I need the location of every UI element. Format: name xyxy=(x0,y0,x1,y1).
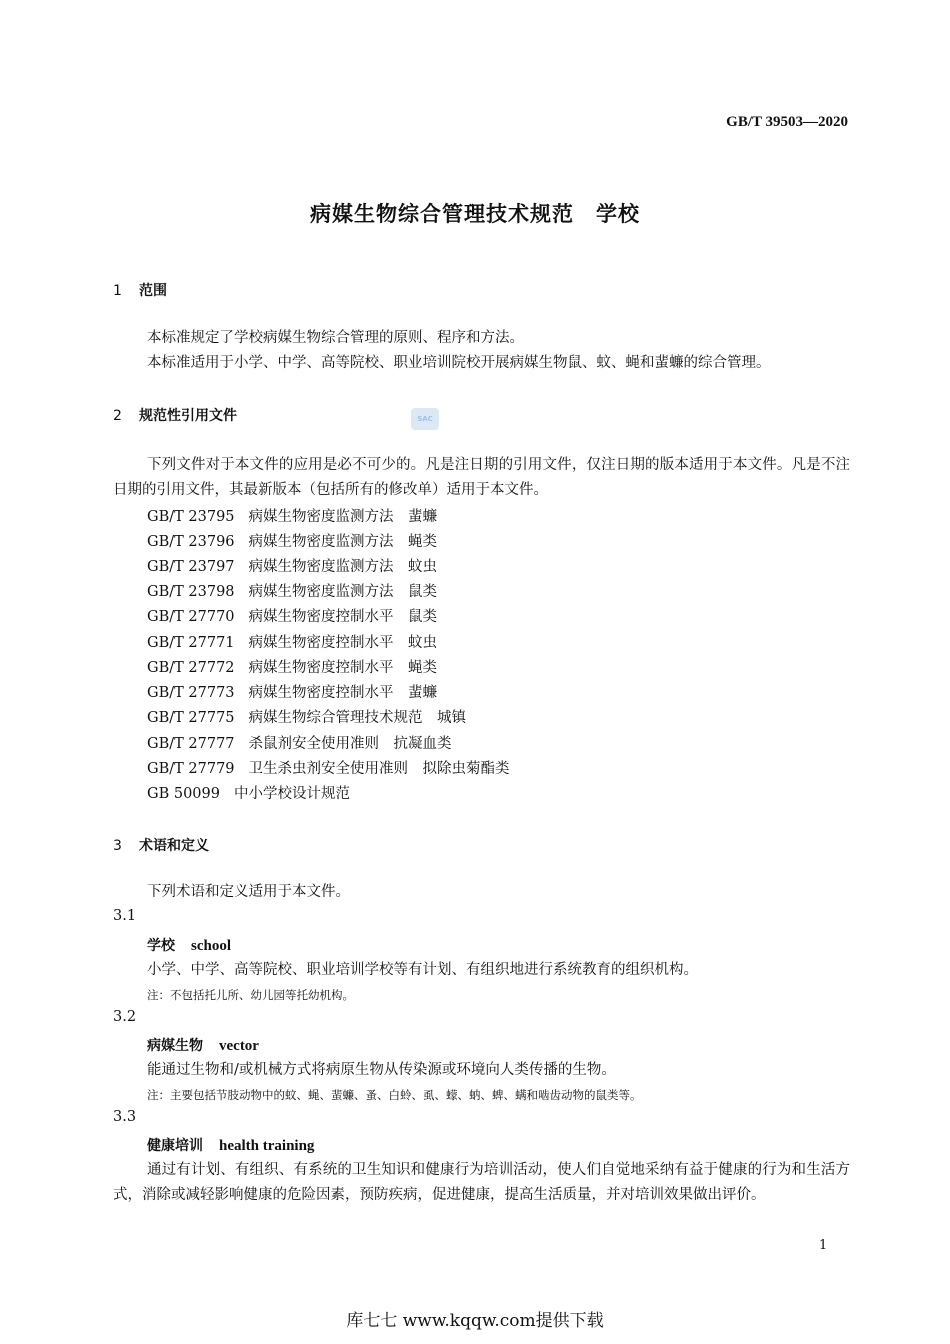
term-cn: 学校 xyxy=(147,938,175,954)
section-2-intro: 下列文件对于本文件的应用是必不可少的。凡是注日期的引用文件，仅注日期的版本适用于本文件。凡是不注日期的引用文件，其最新版本（包括所有的修改单）适用于本文件。 xyxy=(113,457,850,498)
reference-title: 病媒生物密度监测方法 鼠类 xyxy=(248,584,438,600)
reference-item xyxy=(147,605,437,626)
reference-item xyxy=(147,555,437,576)
reference-title: 病媒生物密度控制水平 蝇类 xyxy=(248,660,438,676)
reference-title: 病媒生物密度控制水平 蜚蠊 xyxy=(248,685,438,701)
download-footer: 库七七 www.kqqw.com提供下载 xyxy=(346,1311,604,1331)
term-heading xyxy=(147,1135,314,1155)
reference-title: 病媒生物密度监测方法 蜚蠊 xyxy=(248,509,438,525)
paragraph: 本标准规定了学校病媒生物综合管理的原则、程序和方法。 xyxy=(147,330,524,346)
reference-item xyxy=(147,530,437,551)
term-heading xyxy=(147,935,231,955)
reference-code: GB/T 27771 xyxy=(147,635,235,651)
reference-item xyxy=(147,706,466,727)
reference-item xyxy=(147,580,437,601)
reference-code: GB/T 27775 xyxy=(147,710,235,726)
section-title: 术语和定义 xyxy=(139,838,209,854)
reference-code: GB/T 27772 xyxy=(147,660,235,676)
paragraph: 本标准适用于小学、中学、高等院校、职业培训院校开展病媒生物鼠、蚊、蝇和蜚蠊的综合管理。 xyxy=(147,355,771,371)
standard-number: GB/T 39503—2020 xyxy=(726,114,848,130)
section-title: 范围 xyxy=(139,283,167,299)
term-definition: 小学、中学、高等院校、职业培训学校等有计划、有组织地进行系统教育的组织机构。 xyxy=(147,962,698,978)
section-3-heading xyxy=(113,835,209,855)
reference-item xyxy=(147,757,510,778)
reference-item xyxy=(147,505,437,526)
reference-code: GB/T 27779 xyxy=(147,761,235,777)
term-number: 3.1 xyxy=(113,908,137,924)
reference-code: GB/T 23798 xyxy=(147,584,235,600)
reference-code: GB/T 27770 xyxy=(147,609,235,625)
page-number: 1 xyxy=(819,1238,828,1253)
section-3-intro: 下列术语和定义适用于本文件。 xyxy=(147,884,350,900)
document-title: 病媒生物综合管理技术规范 学校 xyxy=(310,202,640,226)
reference-title: 卫生杀虫剂安全使用准则 拟除虫菊酯类 xyxy=(248,761,510,777)
reference-title: 病媒生物综合管理技术规范 城镇 xyxy=(248,710,467,726)
term-note: 注：不包括托儿所、幼儿园等托幼机构。 xyxy=(147,988,354,1002)
reference-code: GB/T 23796 xyxy=(147,534,235,550)
term-en: school xyxy=(191,938,232,954)
reference-code: GB/T 23797 xyxy=(147,559,235,575)
reference-title: 杀鼠剂安全使用准则 抗凝血类 xyxy=(248,736,452,752)
term-number: 3.2 xyxy=(113,1009,137,1025)
section-2-heading xyxy=(113,405,237,425)
reference-title: 中小学校设计规范 xyxy=(233,786,350,802)
term-heading xyxy=(147,1035,259,1055)
reference-item xyxy=(147,732,452,753)
reference-code: GB/T 27777 xyxy=(147,736,235,752)
reference-code: GB 50099 xyxy=(147,786,220,802)
term-cn: 病媒生物 xyxy=(147,1038,203,1054)
reference-item xyxy=(147,782,350,803)
term-en: health training xyxy=(219,1138,315,1154)
reference-title: 病媒生物密度控制水平 鼠类 xyxy=(248,609,438,625)
reference-item xyxy=(147,656,437,677)
section-number: 1 xyxy=(113,283,122,299)
term-definition: 通过有计划、有组织、有系统的卫生知识和健康行为培训活动，使人们自觉地采纳有益于健康的行为和生活方式，消除或减轻影响健康的危险因素，预防疾病，促进健康，提高生活质量，并对培训效果做出评价。 xyxy=(113,1162,850,1203)
reference-title: 病媒生物密度监测方法 蝇类 xyxy=(248,534,438,550)
reference-title: 病媒生物密度控制水平 蚊虫 xyxy=(248,635,438,651)
section-title: 规范性引用文件 xyxy=(139,408,237,424)
term-note: 注：主要包括节肢动物中的蚊、蝇、蜚蠊、蚤、白蛉、虱、蠓、蚋、蜱、螨和啮齿动物的鼠类等。 xyxy=(147,1088,642,1102)
reference-title: 病媒生物密度监测方法 蚊虫 xyxy=(248,559,438,575)
term-definition: 能通过生物和/或机械方式将病原生物从传染源或环境向人类传播的生物。 xyxy=(147,1062,616,1078)
reference-item xyxy=(147,631,437,652)
reference-code: GB/T 23795 xyxy=(147,509,235,525)
term-cn: 健康培训 xyxy=(147,1138,203,1154)
reference-code: GB/T 27773 xyxy=(147,685,235,701)
section-number: 3 xyxy=(113,838,122,854)
term-number: 3.3 xyxy=(113,1109,137,1125)
section-number: 2 xyxy=(113,408,122,424)
sac-watermark-logo: SAC xyxy=(411,408,439,430)
section-1-heading xyxy=(113,280,167,300)
term-en: vector xyxy=(219,1038,259,1054)
reference-item xyxy=(147,681,437,702)
